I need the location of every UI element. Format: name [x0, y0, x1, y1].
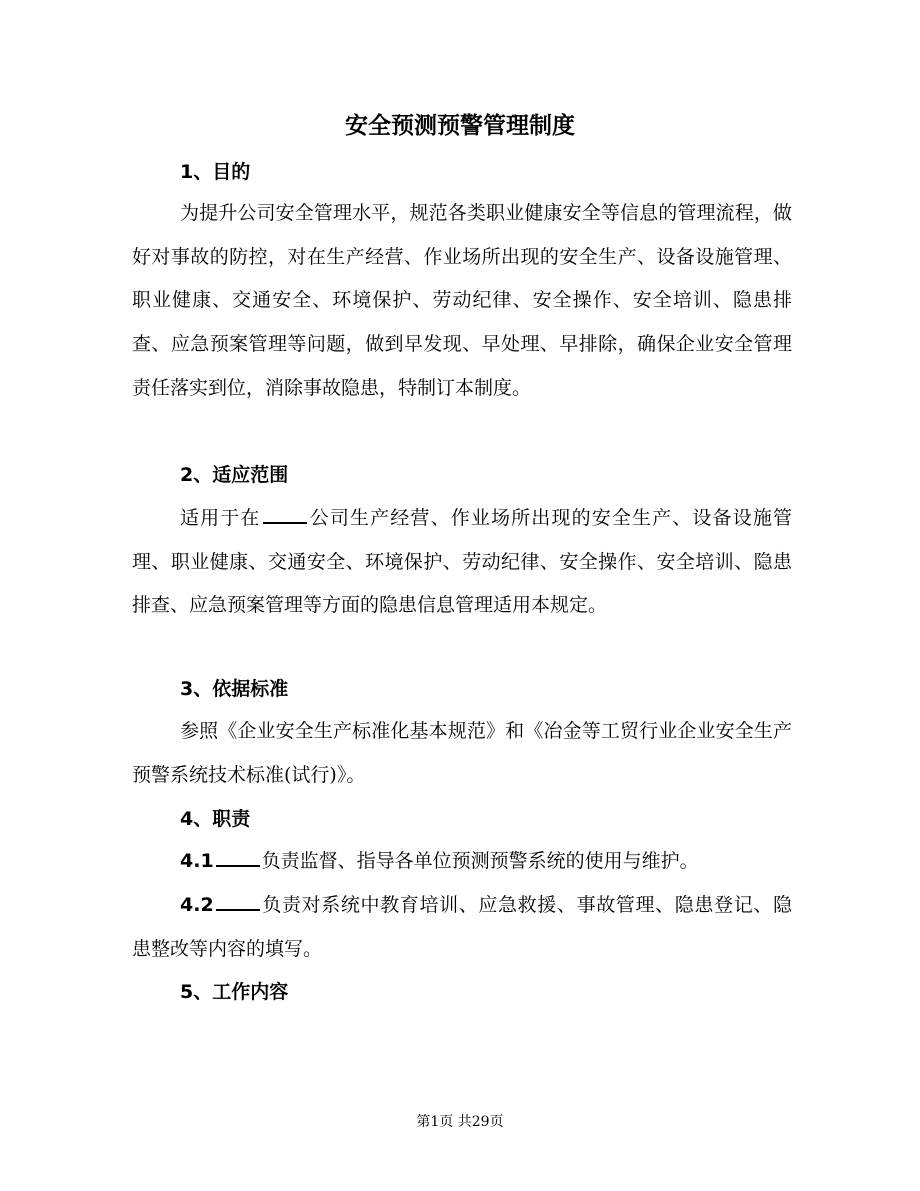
section-heading-scope: 2、适应范围: [180, 464, 289, 486]
page-footer: 第1页 共29页: [416, 1114, 504, 1130]
document-title: 安全预测预警管理制度: [345, 113, 575, 139]
item-number: 4.1: [180, 850, 214, 872]
section-paragraph-standards: 参照《企业安全生产标准化基本规范》和《冶金等工贸行业企业安全生产预警系统技术标准(试行)》。: [132, 720, 792, 786]
fill-in-blank: [216, 864, 260, 867]
section-heading-purpose: 1、目的: [180, 161, 251, 183]
scope-text-before-blank: 适用于在: [180, 507, 261, 529]
section-paragraph-scope: [132, 497, 792, 628]
item-text: 负责对系统中教育培训、应急救援、事故管理、隐患登记、隐患整改等内容的填写。: [132, 894, 792, 960]
scope-text-after-blank: 公司生产经营、作业场所出现的安全生产、设备设施管理、职业健康、交通安全、环境保护、劳动纪律、安全操作、安全培训、隐患排查、应急预案管理等方面的隐患信息管理适用本规定。: [132, 507, 792, 617]
section-paragraph-purpose: 为提升公司安全管理水平，规范各类职业健康安全等信息的管理流程，做好对事故的防控，对在生产经营、作业场所出现的安全生产、设备设施管理、职业健康、交通安全、环境保护、劳动纪律、安全操作、安全培训、隐患排查、应急预案管理等问题，做到早发现、早处理、早排除，确保企业安全管理责任落实到位，消除事故隐患，特制订本制度。: [132, 202, 792, 399]
item-text: 负责监督、指导各单位预测预警系统的使用与维护。: [261, 850, 699, 872]
fill-in-blank: [216, 908, 260, 911]
responsibility-item-4-2: [132, 884, 792, 971]
section-heading-work-content: 5、工作内容: [180, 981, 289, 1003]
section-heading-responsibilities: 4、职责: [180, 808, 251, 830]
fill-in-blank: [263, 521, 307, 524]
responsibility-item-4-1: [132, 840, 792, 884]
section-heading-standards: 3、依据标准: [180, 678, 289, 700]
item-number: 4.2: [180, 894, 214, 916]
